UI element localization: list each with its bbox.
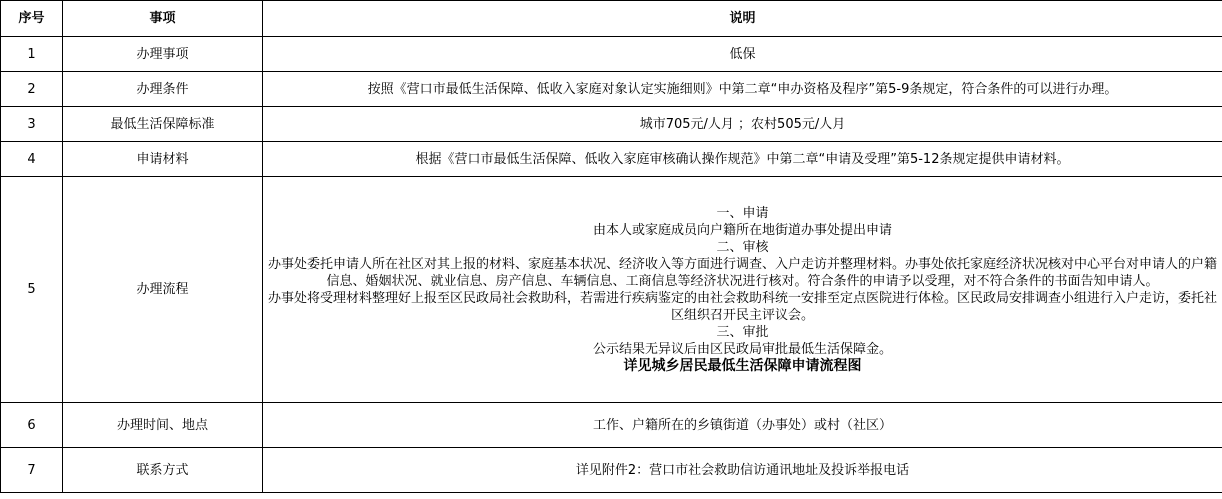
row-seq: 5 bbox=[1, 177, 63, 403]
flow-step-title: 二、审核 bbox=[716, 239, 769, 255]
row-seq: 1 bbox=[1, 37, 63, 72]
row-seq: 4 bbox=[1, 142, 63, 177]
row-desc: 低保 bbox=[263, 37, 1222, 72]
flow-step-title: 一、申请 bbox=[716, 205, 769, 221]
row-item: 办理条件 bbox=[63, 72, 263, 107]
row-desc: 工作、户籍所在的乡镇街道（办事处）或村（社区） bbox=[263, 403, 1222, 448]
table-row bbox=[1, 448, 1222, 493]
row-item: 办理时间、地点 bbox=[63, 403, 263, 448]
row-item: 办理流程 bbox=[63, 177, 263, 403]
table-row bbox=[1, 177, 1222, 403]
table-row bbox=[1, 37, 1222, 72]
flow-chart-reference: 详见城乡居民最低生活保障申请流程图 bbox=[623, 357, 862, 374]
header-desc: 说明 bbox=[263, 1, 1222, 37]
row-seq: 2 bbox=[1, 72, 63, 107]
flow-step-title: 三、审批 bbox=[716, 324, 769, 340]
row-item: 联系方式 bbox=[63, 448, 263, 493]
flow-step-text: 由本人或家庭成员向户籍所在地街道办事处提出申请 bbox=[592, 222, 892, 238]
flow-step-text: 公示结果无异议后由区民政局审批最低生活保障金。 bbox=[592, 341, 892, 357]
row-desc: 按照《营口市最低生活保障、低收入家庭对象认定实施细则》中第二章“申办资格及程序”第5-9条规定，符合条件的可以进行办理。 bbox=[263, 72, 1222, 107]
flow-step-text: 办事处将受理材料整理好上报至区民政局社会救助科，若需进行疾病鉴定的由社会救助科统一安排至定点医院进行体检。区民政局安排调查小组进行入户走访，委托社区组织召开民主评议会。 bbox=[267, 290, 1217, 323]
header-row bbox=[1, 1, 1222, 37]
row-seq: 6 bbox=[1, 403, 63, 448]
header-item: 事项 bbox=[63, 1, 263, 37]
row-item: 申请材料 bbox=[63, 142, 263, 177]
row-desc: 详见附件2：营口市社会救助信访通讯地址及投诉举报电话 bbox=[263, 448, 1222, 493]
row-seq: 3 bbox=[1, 107, 63, 142]
process-flow bbox=[263, 177, 1222, 403]
row-seq: 7 bbox=[1, 448, 63, 493]
table-row bbox=[1, 107, 1222, 142]
row-desc: 根据《营口市最低生活保障、低收入家庭审核确认操作规范》中第二章“申请及受理”第5-12条规定提供申请材料。 bbox=[263, 142, 1222, 177]
row-desc: 城市705元/人月 ；农村505元/人月 bbox=[263, 107, 1222, 142]
table-row bbox=[1, 72, 1222, 107]
table-row bbox=[1, 403, 1222, 448]
row-item: 办理事项 bbox=[63, 37, 263, 72]
header-seq: 序号 bbox=[1, 1, 63, 37]
flow-step-text: 办事处委托申请人所在社区对其上报的材料、家庭基本状况、经济收入等方面进行调查、入户走访并整理材料。办事处依托家庭经济状况核对中心平台对申请人的户籍信息、婚姻状况、就业信息、房产信息、车辆信息、工商信息等经济状况进行核对。符合条件的申请予以受理，对不符合条件的书面告知申请人。 bbox=[267, 256, 1217, 289]
row-item: 最低生活保障标准 bbox=[63, 107, 263, 142]
table-row bbox=[1, 142, 1222, 177]
